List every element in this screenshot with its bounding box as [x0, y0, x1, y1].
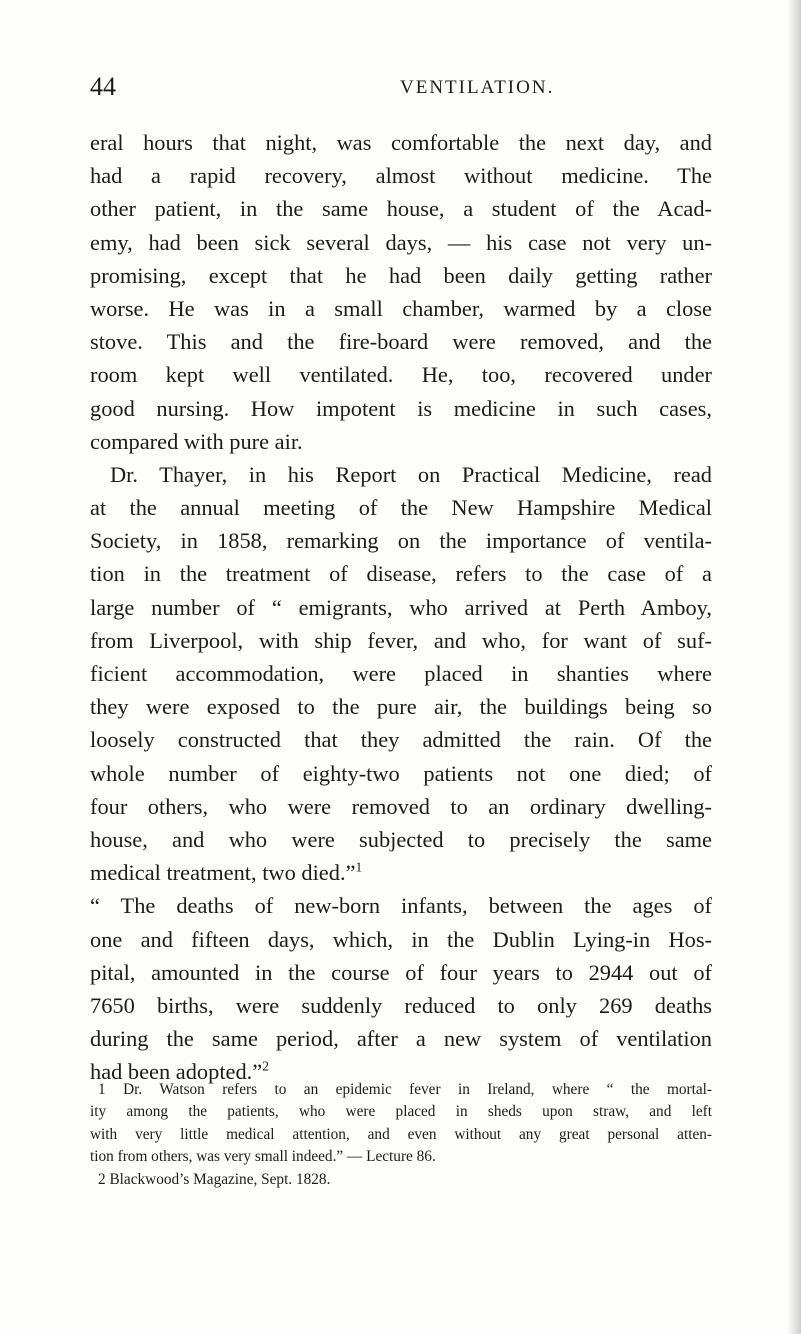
- text-line: pital, amounted in the course of four years to 2944 out of: [90, 959, 712, 985]
- text-line: good nursing. How impotent is medicine in such cases,: [90, 395, 712, 421]
- text-line: had a rapid recovery, almost without medicine. The: [90, 163, 712, 189]
- text-line: large number of “ emigrants, who arrived at Perth Amboy,: [90, 594, 712, 620]
- page-number: 44: [90, 72, 116, 101]
- text-line: house, and who were subjected to precisely the same: [90, 826, 712, 852]
- text-line: eral hours that night, was comfortable the next day, and: [90, 130, 712, 155]
- text-line: worse. He was in a small chamber, warmed by a close: [90, 295, 712, 321]
- text-line: other patient, in the same house, a student of the Acad-: [90, 196, 712, 222]
- text-line: during the same period, after a new system of ventilation: [90, 1026, 712, 1052]
- text-line: stove. This and the fire-board were removed, and the: [90, 329, 712, 355]
- text-line: at the annual meeting of the New Hampshire Medical: [90, 495, 712, 521]
- text-line: one and fifteen days, which, in the Dublin Lying-in Hos-: [90, 926, 712, 952]
- text-line: they were exposed to the pure air, the buildings being so: [90, 694, 712, 720]
- footnote-marker: 1: [355, 859, 363, 875]
- running-head: VENTILATION.: [400, 77, 555, 98]
- text-line: had been adopted.”: [90, 1059, 263, 1085]
- text-line: promising, except that he had been daily getting rather: [90, 262, 712, 288]
- text-line: ficient accommodation, were placed in shanties where: [90, 661, 712, 686]
- page-edge-shadow: [787, 0, 801, 1334]
- body-text: [90, 126, 712, 1088]
- footnote-line: tion from others, was very small indeed.” — Lecture 86.: [90, 1148, 436, 1166]
- text-line: Society, in 1858, remarking on the importance of ventila-: [90, 528, 712, 554]
- footnote-line: with very little medical attention, and even without any great personal atten-: [90, 1125, 712, 1143]
- footnote-line: 1 Dr. Watson refers to an epidemic fever in Ireland, where “ the mortal-: [98, 1081, 712, 1098]
- text-line: 7650 births, were suddenly reduced to only 269 deaths: [90, 992, 712, 1018]
- text-line: tion in the treatment of disease, refers to the case of a: [90, 561, 712, 587]
- text-line-with-footnote-ref: [90, 856, 712, 889]
- text-line: emy, had been sick several days, — his case not very un-: [90, 229, 712, 255]
- text-line: Dr. Thayer, in his Report on Practical Medicine, read: [110, 461, 712, 487]
- text-line: whole number of eighty-two patients not one died; of: [90, 760, 712, 786]
- footnote-line: 2 Blackwood’s Magazine, Sept. 1828.: [98, 1170, 331, 1188]
- footnote-marker: 2: [262, 1058, 269, 1074]
- page-header: [90, 72, 710, 102]
- text-line: compared with pure air.: [90, 428, 303, 454]
- footnotes: [90, 1079, 712, 1191]
- text-line: room kept well ventilated. He, too, recovered under: [90, 362, 712, 388]
- footnote-line: ity among the patients, who were placed in sheds upon straw, and left: [90, 1103, 712, 1121]
- text-line: “ The deaths of new-born infants, between the ages of: [90, 893, 712, 919]
- text-line: from Liverpool, with ship fever, and who, for want of suf-: [90, 627, 712, 653]
- text-line: four others, who were removed to an ordinary dwelling-: [90, 793, 712, 819]
- text-line: loosely constructed that they admitted the rain. Of the: [90, 727, 712, 753]
- text-line: medical treatment, two died.”: [90, 860, 356, 886]
